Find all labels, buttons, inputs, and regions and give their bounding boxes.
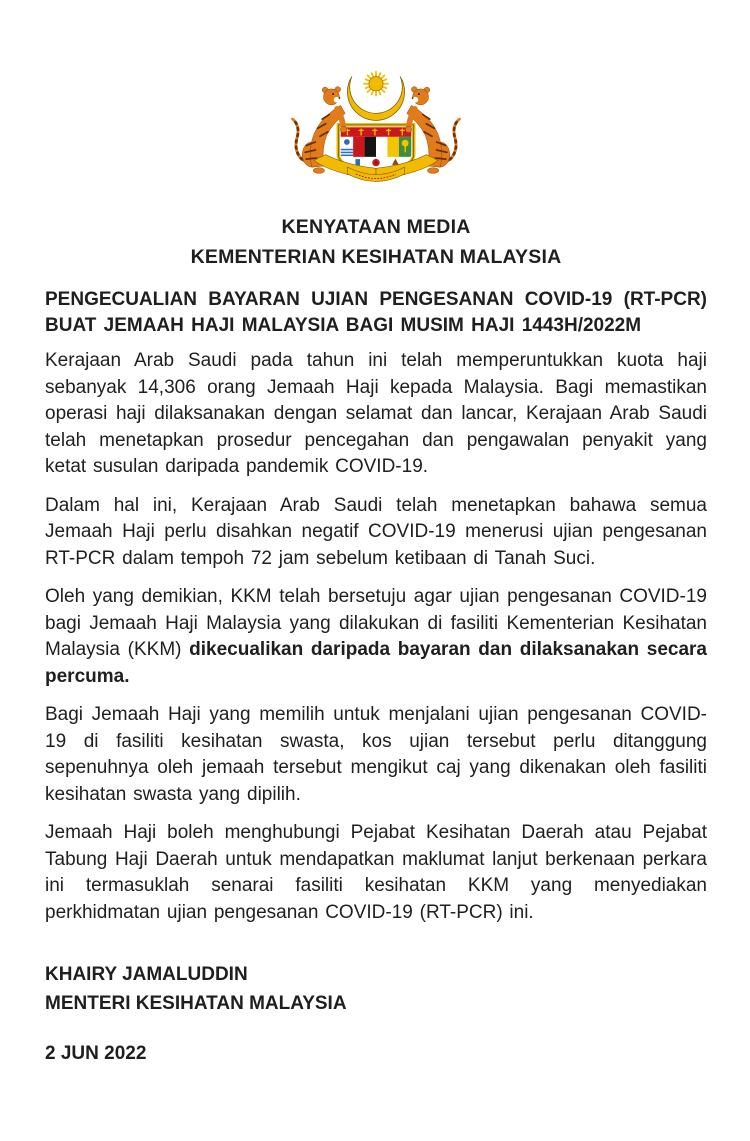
body-paragraph: Dalam hal ini, Kerajaan Arab Saudi telah menetapkan bahawa semua Jemaah Haji perlu disahkan negatif COVID-19 menerusi ujian pengesanan RT-PCR dalam tempoh 72 jam sebelum ketibaan di Tanah Suci.: [45, 494, 707, 569]
press-release-title: PENGECUALIAN BAYARAN UJIAN PENGESANAN COVID-19 (RT-PCR) BUAT JEMAAH HAJI MALAYSIA BAGI MUSIM HAJI 1443H/2022M: [45, 289, 707, 336]
body-paragraph: Jemaah Haji boleh menghubungi Pejabat Kesihatan Daerah atau Pejabat Tabung Haji Daerah untuk mendapatkan maklumat lanjut berkenaan perkara ini termasuklah senarai fasiliti kesihatan KKM yang menyediakan perkhidmatan ujian pengesanan COVID-19 (RT-PCR) ini.: [45, 822, 707, 923]
header-line-ministry: KEMENTERIAN KESIHATAN MALAYSIA: [190, 246, 562, 268]
malaysia-coat-of-arms-icon: [290, 70, 462, 190]
paragraph-bold-text: dikecualikan daripada bayaran dan dilaksanakan secara percuma.: [45, 639, 707, 687]
press-release-page: [0, 70, 750, 1141]
body-paragraph: Kerajaan Arab Saudi pada tahun ini telah memperuntukkan kuota haji sebanyak 14,306 orang Jemaah Haji kepada Malaysia. Bagi memastikan operasi haji dilaksanakan dengan selamat dan lancar, Kerajaan Arab Saudi telah menetapkan prosedur pencegahan dan pengawalan penyakit yang ketat susulan daripada pandemik COVID-19.: [45, 350, 707, 477]
document-date: 2 JUN 2022: [45, 1043, 147, 1064]
header-line-kenyataan-media: KENYATAAN MEDIA: [281, 216, 471, 238]
body-paragraph: [45, 584, 707, 690]
signatory-role: MENTERI KESIHATAN MALAYSIA: [45, 993, 347, 1014]
signature-block: [45, 960, 707, 1018]
paragraph-text: Oleh yang demikian, KKM telah bersetuju agar ujian pengesanan COVID-19 bagi Jemaah Haji Malaysia yang dilakukan di fasiliti Kementerian Kesihatan Malaysia (KKM): [45, 586, 707, 660]
body-paragraph: Bagi Jemaah Haji yang memilih untuk menjalani ujian pengesanan COVID-19 di fasiliti kesihatan swasta, kos ujian tersebut perlu ditanggung sepenuhnya oleh jemaah tersebut mengikut caj yang dikenakan oleh fasiliti kesihatan swasta yang dipilih.: [45, 704, 707, 805]
signatory-name: KHAIRY JAMALUDDIN: [45, 964, 248, 985]
document-header: [45, 212, 707, 272]
